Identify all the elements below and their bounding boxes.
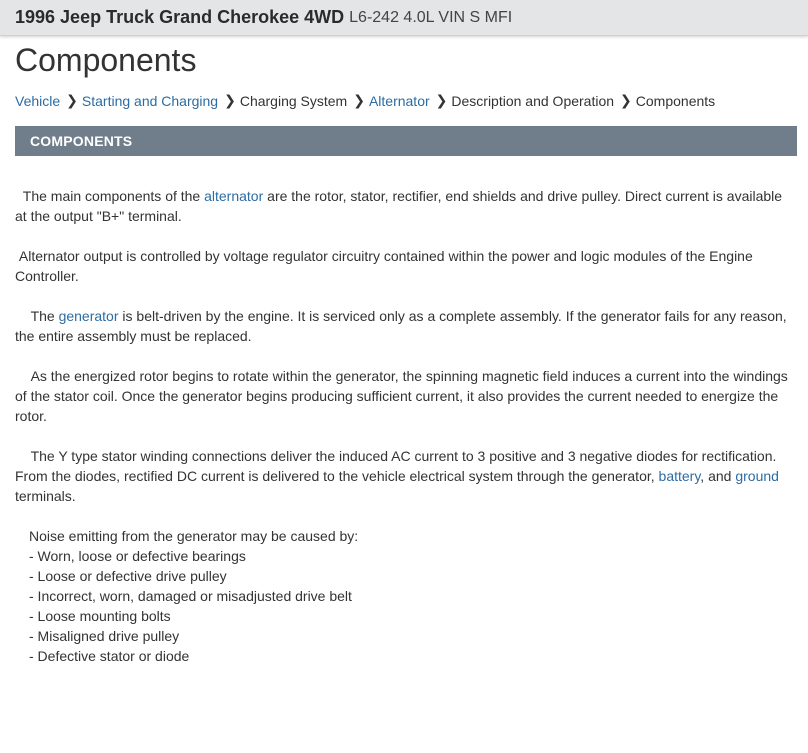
breadcrumb bbox=[15, 92, 715, 109]
vehicle-header bbox=[0, 0, 808, 36]
breadcrumb-charging-system: Charging System bbox=[239, 92, 348, 109]
chevron-right-icon: ❯ bbox=[435, 92, 448, 108]
breadcrumb-alternator[interactable]: Alternator bbox=[368, 92, 430, 109]
chevron-right-icon: ❯ bbox=[353, 92, 365, 108]
ground-link[interactable]: ground bbox=[735, 468, 779, 484]
noise-list-intro: Noise emitting from the generator may be caused by: bbox=[29, 528, 359, 544]
breadcrumb-description-and-operation: Description and Operation bbox=[451, 92, 615, 109]
paragraph-text: The bbox=[15, 308, 59, 324]
paragraph-text: are the rotor, stator, rectifier, end shields and drive pulley. Direct current is available at the output "B+" terminal. bbox=[15, 188, 786, 224]
vehicle-engine: L6-242 4.0L VIN S MFI bbox=[349, 8, 513, 26]
generator-link[interactable]: generator bbox=[58, 308, 119, 324]
paragraph-rotor bbox=[15, 366, 795, 426]
alternator-link[interactable]: alternator bbox=[204, 188, 264, 204]
vehicle-name: 1996 Jeep Truck Grand Cherokee 4WD bbox=[15, 7, 345, 27]
list-item: - Loose or defective drive pulley bbox=[29, 568, 227, 584]
paragraph-text: terminals. bbox=[15, 468, 783, 504]
list-item: - Worn, loose or defective bearings bbox=[29, 548, 246, 564]
breadcrumb-components: Components bbox=[635, 92, 716, 109]
list-item: - Loose mounting bolts bbox=[29, 608, 171, 624]
list-item: - Defective stator or diode bbox=[29, 648, 190, 664]
paragraph-text: The Y type stator winding connections deliver the induced AC current to 3 positive and 3 negative diodes for rectification. From the diodes, rectified DC current is delivered to the vehicle electrical system through the generator, bbox=[15, 448, 781, 484]
paragraph-text: is belt-driven by the engine. It is serviced only as a complete assembly. If the generator fails for any reason, the entire assembly must be replaced. bbox=[15, 308, 791, 344]
chevron-right-icon: ❯ bbox=[66, 92, 78, 108]
paragraph-text: Alternator output is controlled by voltage regulator circuitry contained within the power and logic modules of the Engine Controller. bbox=[15, 248, 757, 284]
paragraph-main-components bbox=[15, 186, 795, 226]
list-item: - Incorrect, worn, damaged or misadjusted drive belt bbox=[29, 588, 352, 604]
battery-link[interactable]: battery bbox=[658, 468, 701, 484]
page-title: Components bbox=[15, 42, 197, 78]
breadcrumb-starting-and-charging[interactable]: Starting and Charging bbox=[81, 92, 219, 109]
chevron-right-icon: ❯ bbox=[620, 92, 632, 108]
section-header-label: COMPONENTS bbox=[30, 133, 133, 149]
paragraph-text: The main components of the bbox=[15, 188, 205, 204]
breadcrumb-vehicle[interactable]: Vehicle bbox=[15, 92, 61, 109]
paragraph-belt-driven bbox=[15, 306, 795, 346]
noise-causes-list bbox=[15, 546, 795, 666]
list-item: - Misaligned drive pulley bbox=[29, 628, 180, 644]
chevron-right-icon: ❯ bbox=[224, 92, 236, 108]
paragraph-stator-winding bbox=[15, 446, 795, 506]
section-header bbox=[15, 126, 797, 156]
paragraph-text: As the energized rotor begins to rotate within the generator, the spinning magnetic field induces a current into the windings of the stator coil. Once the generator begins producing sufficient current, it also provides the current needed to energize the rotor. bbox=[15, 368, 792, 424]
paragraph-output-control bbox=[15, 246, 795, 286]
paragraph-text: , and bbox=[700, 468, 736, 484]
article-body bbox=[15, 186, 795, 666]
